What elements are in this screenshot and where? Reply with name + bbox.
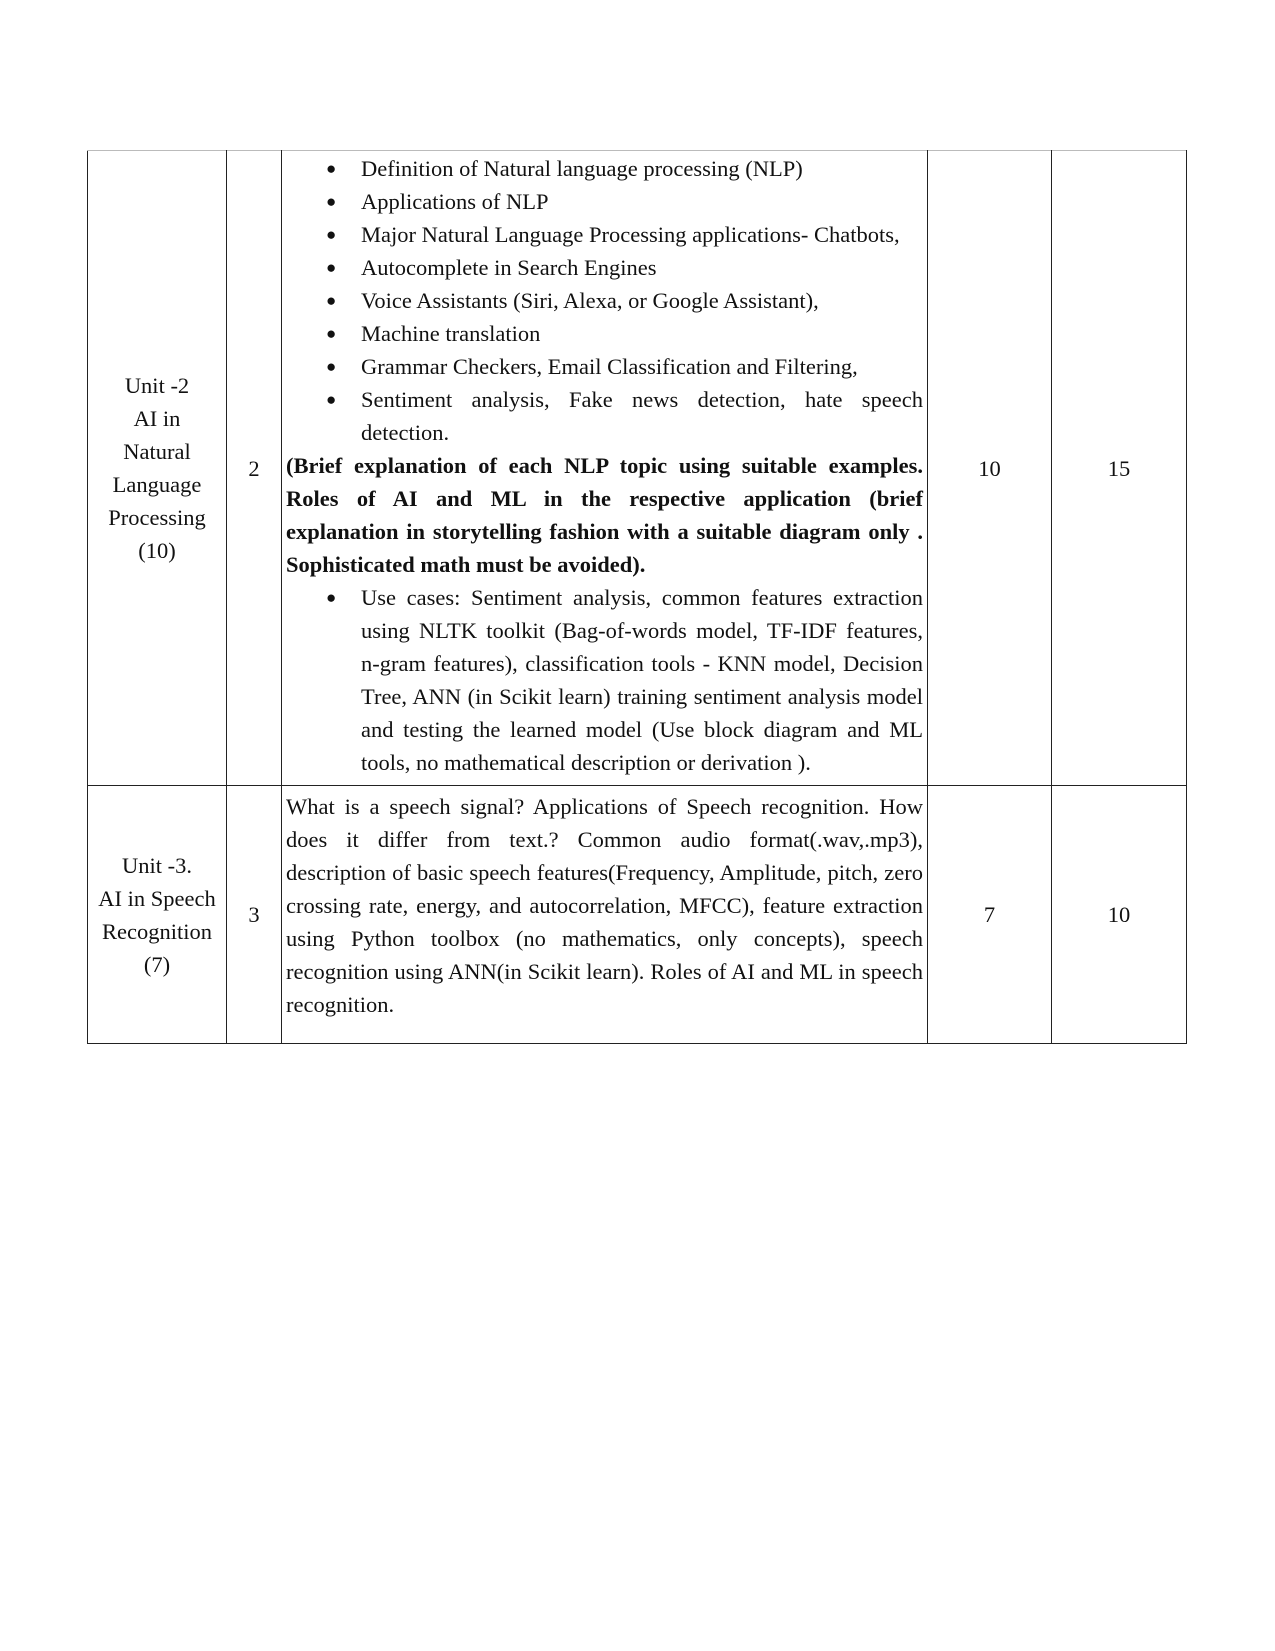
table-row <box>88 786 1187 1044</box>
unit-title-line: (10) <box>138 538 176 563</box>
list-item: ● Autocomplete in Search Engines <box>361 251 923 284</box>
list-item: ● Grammar Checkers, Email Classification and Filtering, <box>361 350 923 383</box>
unit-title-line: Processing <box>108 505 206 530</box>
unit-content-cell <box>282 786 928 1044</box>
unit-title-line: Unit -3. <box>122 852 192 878</box>
hours-cell: 10 <box>928 151 1052 786</box>
marks-cell: 15 <box>1052 151 1187 786</box>
unit-title-line: Recognition <box>102 918 212 944</box>
unit-number-cell: 3 <box>227 786 282 1044</box>
bold-note: (Brief explanation of each NLP topic using suitable examples. Roles of AI and ML in the respective application (brief explanation in storytelling fashion with a suitable diagram only . Sophisticated math must be avoided). <box>286 453 923 577</box>
unit-title-cell <box>88 786 227 1044</box>
list-item: ● Major Natural Language Processing applications- Chatbots, <box>361 218 923 251</box>
unit-number-cell: 2 <box>227 151 282 786</box>
unit-title-line: (7) <box>143 951 171 977</box>
unit-title-line: AI in <box>133 406 181 431</box>
table-row <box>88 151 1187 786</box>
list-item: ● Use cases: Sentiment analysis, common features extraction using NLTK toolkit (Bag-of-words model, TF-IDF features, n-gram features), classification tools - KNN model, Decision Tree, ANN (in Scikit learn) training sentiment analysis model and testing the learned model (Use block diagram and ML tools, no mathematical description or derivation ). <box>361 581 923 779</box>
unit-title-line: Unit -2 <box>124 373 190 398</box>
use-case-list <box>286 581 923 779</box>
marks-cell: 10 <box>1052 786 1187 1044</box>
unit-title-line: Natural <box>123 439 191 464</box>
unit-content-cell <box>282 151 928 786</box>
list-item: ● Voice Assistants (Siri, Alexa, or Google Assistant), <box>361 284 923 317</box>
unit-title-cell <box>88 151 227 786</box>
topic-list <box>286 152 923 449</box>
unit-description: What is a speech signal? Applications of Speech recognition. How does it differ from text.? Common audio format(.wav,.mp3), description of basic speech features(Frequency, Amplitude, pitch, zero crossing rate, energy, and autocorrelation, MFCC), feature extraction using Python toolbox (no mathematics, only concepts), speech recognition using ANN(in Scikit learn). Roles of AI and ML in speech recognition. <box>286 794 923 1017</box>
hours-cell: 7 <box>928 786 1052 1044</box>
list-item: ● Applications of NLP <box>361 185 923 218</box>
list-item: ● Definition of Natural language processing (NLP) <box>361 152 923 185</box>
list-item: ● Sentiment analysis, Fake news detection, hate speech detection. <box>361 383 923 449</box>
syllabus-table <box>87 150 1187 1044</box>
unit-title-line: Language <box>112 472 202 497</box>
list-item: ● Machine translation <box>361 317 923 350</box>
unit-title-line: AI in Speech <box>98 885 216 911</box>
